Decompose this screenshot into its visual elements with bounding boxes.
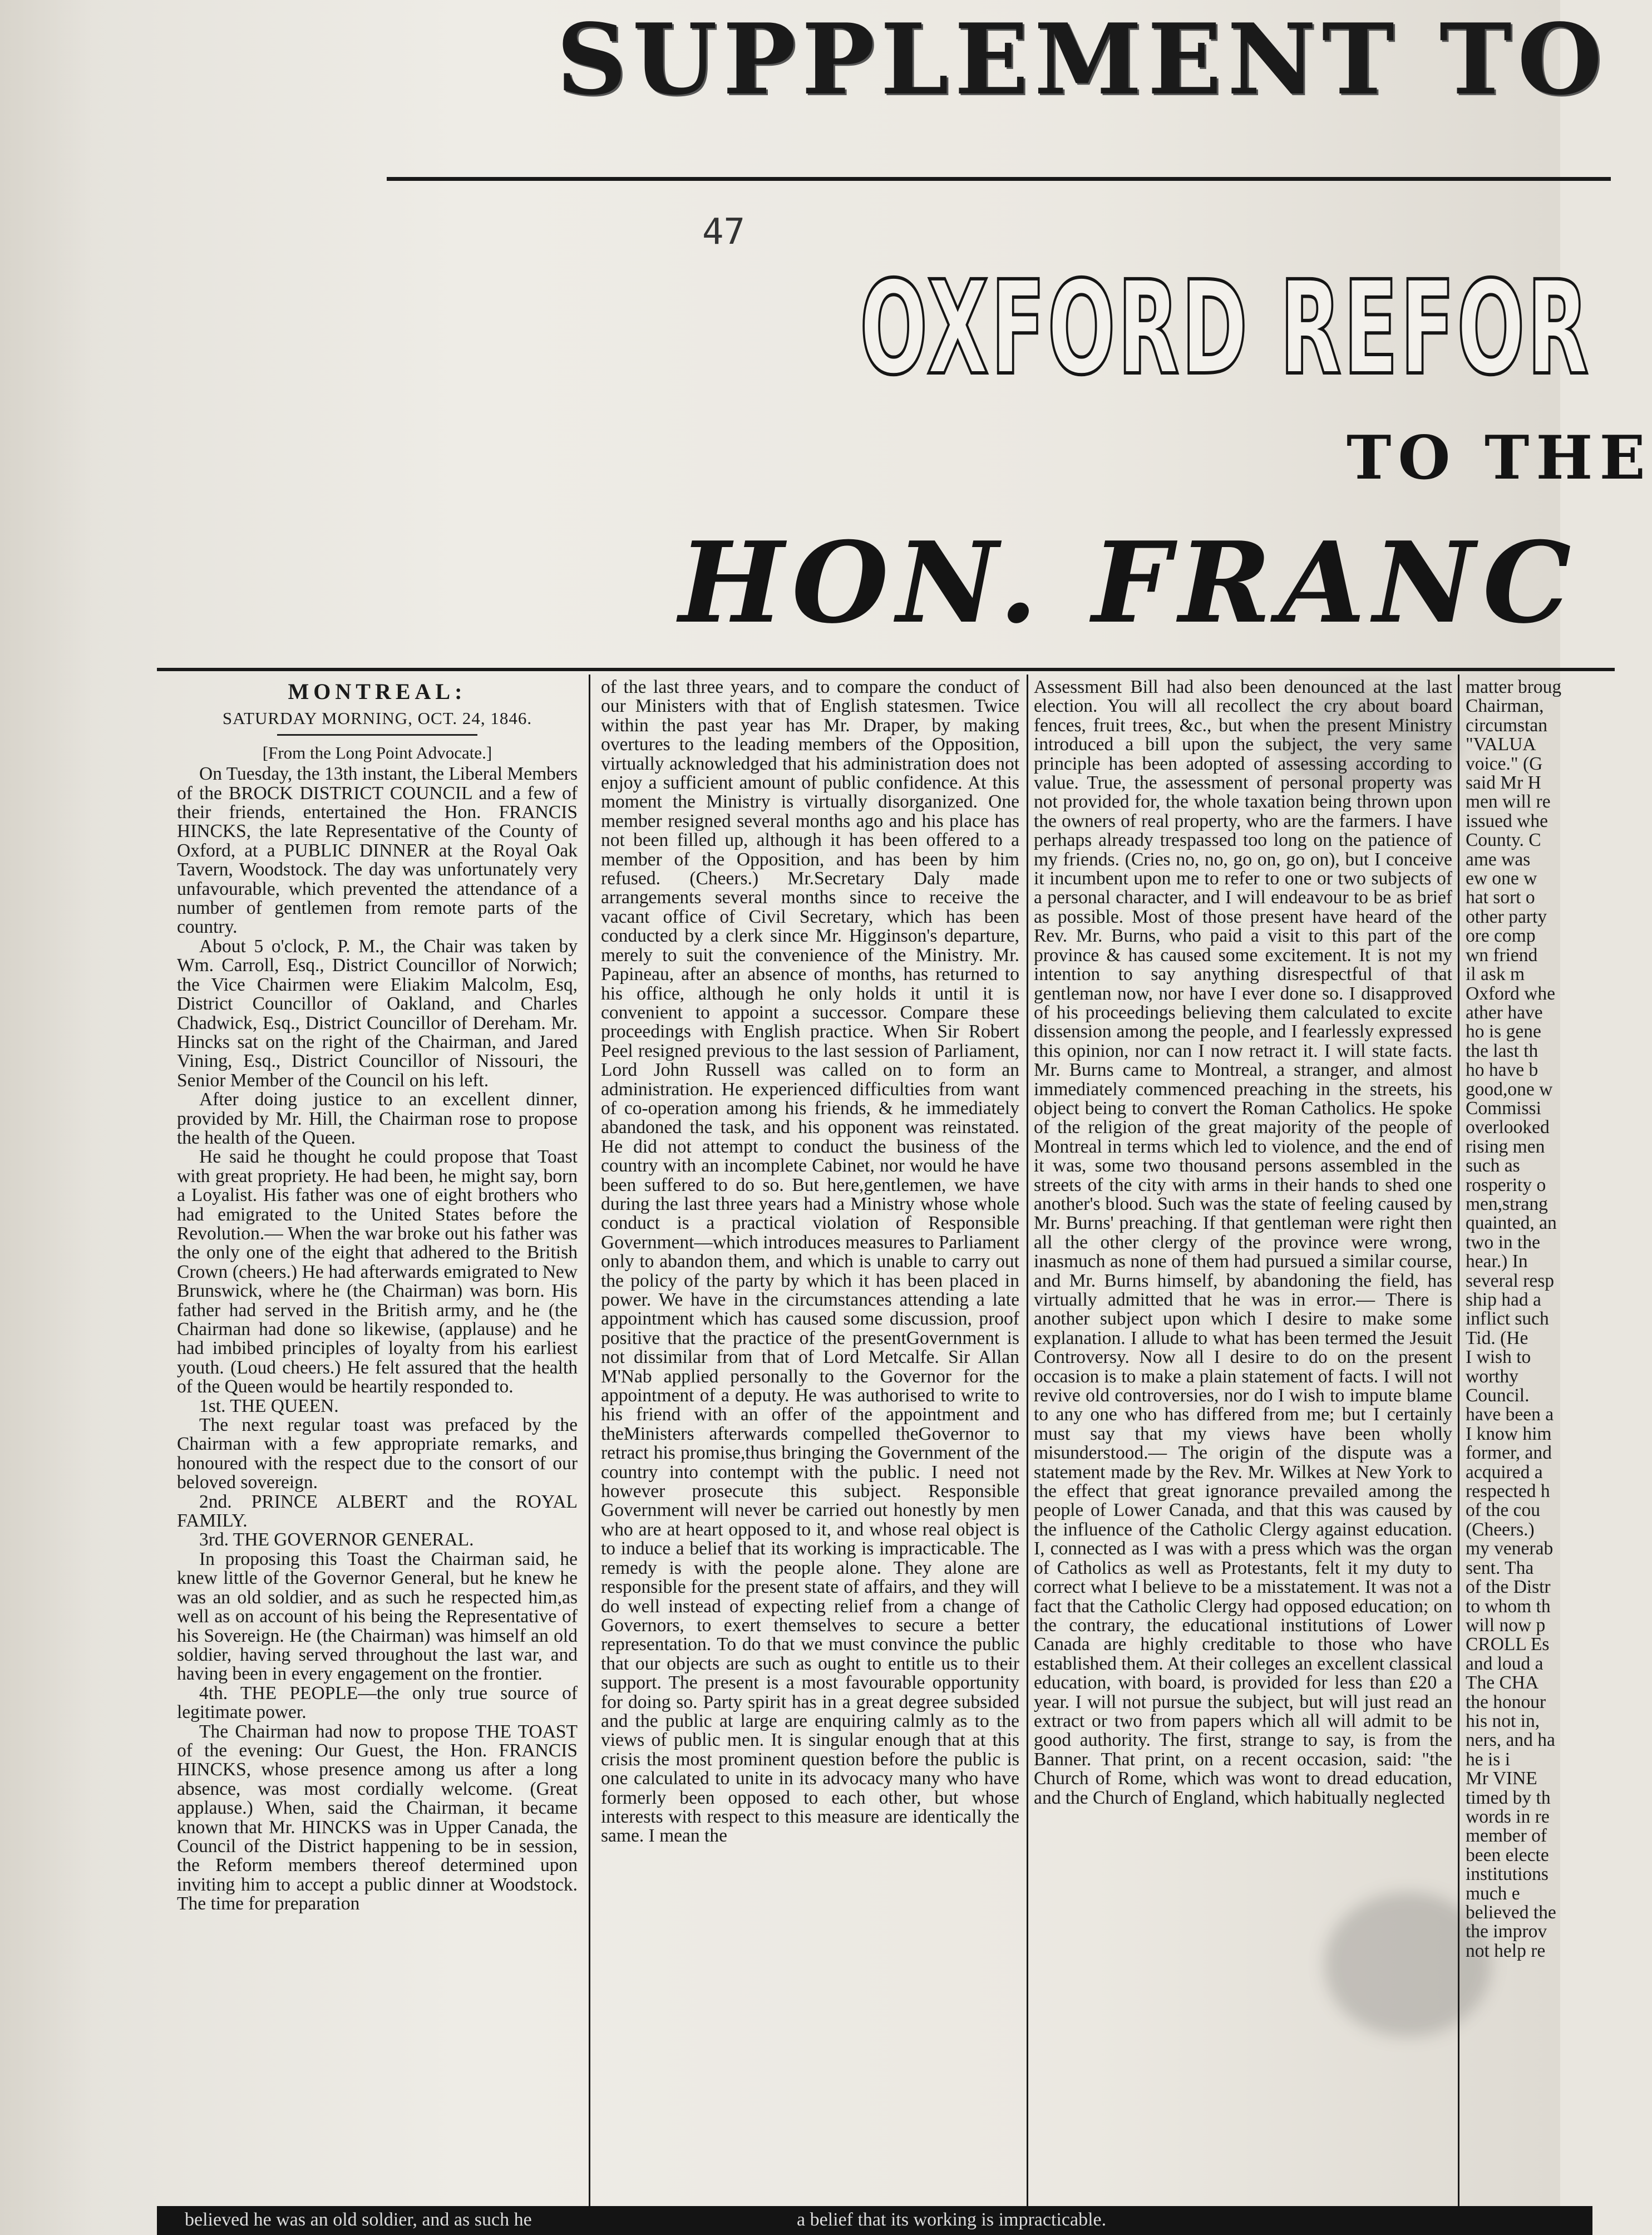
truncated-line: hear.) In xyxy=(1466,1251,1528,1272)
truncated-line: I know him xyxy=(1466,1423,1552,1444)
truncated-line: voice." (G xyxy=(1466,753,1543,774)
truncated-line: several resp xyxy=(1466,1270,1555,1291)
dateline-rule xyxy=(277,734,477,736)
paragraph: On Tuesday, the 13th instant, the Liberal Members of the BROCK DISTRICT COUNCIL and a few of their friends, entertained the Hon. FRANCIS HINCKS, the late Representative of the County of Oxford, at a PUBLIC DINNER at the Royal Oak Tavern, Woodstock. The day was unfortunately very unfavourable, which prevented the attendance of a number of gentlemen from remote parts of the country. xyxy=(177,764,578,938)
truncated-line: believed the xyxy=(1466,1902,1556,1923)
truncated-line: men will re xyxy=(1466,791,1551,813)
paragraph: He said he thought he could propose that Toast with great propriety. He had been, he might say, born a Loyalist. His father was one of eight brothers who had emigrated to the United States before the Revolution.— When the war broke out his father was the only one of the eight that adhered to the British Crown (cheers.) He had afterwards emigrated to New Brunswick, where he (the Chairman) was born. His father had served in the British army, and he (the Chairman had done so likewise, (applause) and he had imbibed principles of loyalty from his earliest youth. (Loud cheers.) He felt assured that the health of the Queen would be heartily responded to. xyxy=(177,1146,578,1397)
section-title: MONTREAL: xyxy=(288,679,467,704)
toast-line: 2nd. PRINCE ALBERT and the ROYAL FAMILY. xyxy=(177,1491,578,1532)
truncated-line: rosperity o xyxy=(1466,1174,1546,1195)
article-column-2 xyxy=(601,678,1019,1846)
truncated-line: the last th xyxy=(1466,1040,1538,1061)
truncated-line: such as xyxy=(1466,1155,1520,1176)
truncated-line: former, and xyxy=(1466,1443,1552,1464)
truncated-line: two in the xyxy=(1466,1232,1540,1253)
masthead-oxford-title: OXFORD REFOR xyxy=(860,253,1591,403)
truncated-line: to whom th xyxy=(1466,1596,1551,1617)
ink-smudge xyxy=(1324,1892,1491,2037)
truncated-line: other party xyxy=(1466,906,1547,927)
truncated-line: quainted, an xyxy=(1466,1213,1557,1234)
truncated-line: ners, and ha xyxy=(1466,1730,1555,1751)
strip-text-right: a belief that its working is impracticable. xyxy=(797,2209,1107,2230)
masthead-rule xyxy=(387,177,1611,181)
truncated-line: the honour xyxy=(1466,1691,1546,1712)
paragraph: The next regular toast was prefaced by the Chairman with a few appropriate remarks, and honoured with the respect due to the consort of our beloved sovereign. xyxy=(177,1415,578,1493)
masthead-to-the: TO THE xyxy=(1347,423,1652,493)
truncated-line: acquired a xyxy=(1466,1461,1543,1483)
truncated-line: member of xyxy=(1466,1825,1547,1847)
truncated-line: ather have xyxy=(1466,1002,1543,1023)
truncated-line: Commissi xyxy=(1466,1097,1541,1119)
truncated-line: circumstan xyxy=(1466,715,1547,736)
truncated-line: said Mr H xyxy=(1466,772,1541,794)
truncated-line: overlooked xyxy=(1466,1117,1550,1138)
truncated-line: rising men xyxy=(1466,1136,1545,1157)
truncated-line: not help re xyxy=(1466,1940,1546,1961)
truncated-line: Mr VINE xyxy=(1466,1768,1537,1789)
column-text: of the last three years, and to compare the conduct of our Ministers with that of English statesmen. Twice within the past year has Mr. Draper, by making overtures to the leading members of the Opposition, virtually acknowledged that his administration does not enjoy a sufficient amount of public confidence. At this moment the Ministry is virtually disorganized. One member resigned several months ago and his place has not been filled up, although it has been offered to a member of the Opposition, and has been by him refused. (Cheers.) Mr.Secretary Daly made arrangements several months since to receive the vacant office of Civil Secretary, which has been conducted by a clerk since Mr. Higginson's departure, merely to suit the convenience of the Ministry. Mr. Papineau, after an absence of months, has returned to his office, although he only holds it until it is convenient to appoint a successor. Compare these proceedings with English practice. When Sir Robert Peel resigned previous to the last session of Parliament, Lord John Russell was called on to form an administration. He experienced difficulties from want of co-operation among his friends, & he immediately abandoned the task, and his opponent was reinstated. He did not attempt to conduct the business of the country with an incomplete Cabinet, nor would he have been suffered to do so. But here,gentlemen, we have during the last three years had a Ministry whose whole conduct is a practical violation of Responsible Government—which introduces measures to Parliament only to abandon them, and which is unable to carry out the policy of the party by which it has been placed in power. We have in the circumstances attending a late appointment which has caused some discussion, proof positive that the practice of the presentGovernment is not dissimilar from that of Lord Metcalfe. Sir Allan M'Nab applied personally to the Governor for the appointment of a deputy. He was authorised to write to his friend with an offer of the appointment and theMinisters afterwards compelled theGovernor to retract his promise,thus bringing the Government of the country into contempt with the public. I need not however prosecute this subject. Responsible Government will never be carried out honestly by men who are at heart opposed to it, and whose real object is to induce a belief that its working is impracticable. The remedy is with the people alone. They alone are responsible for the present state of affairs, and they will do well instead of expecting relief from a change of Governors, to exert themselves to secure a better representation. To do that we must convince the public that our objects are such as ought to entitle us to their support. The present is a most favourable opportunity for doing so. Party spirit has in a great degree subsided and the public at large are enquiring calmly as to the views of public men. It is singular enough that at this crisis the most prominent question before the public is one calculated to unite in its advocacy many who have formerly been opposed to each other, but whose interests with respect to this measure are identically the same. I mean the xyxy=(601,677,1019,1847)
truncated-line: he is i xyxy=(1466,1749,1511,1770)
truncated-line: of the cou xyxy=(1466,1500,1540,1521)
paragraph: In proposing this Toast the Chairman said, he knew little of the Governor General, but he knew he was an old soldier, and as such he respected him,as well as on account of his being the Representative of his Sovereign. He (the Chairman) was himself an old soldier, having served throughout the last war, and having been in every engagement on the frontier. xyxy=(177,1548,578,1685)
paragraph: About 5 o'clock, P. M., the Chair was taken by Wm. Carroll, Esq., District Councillor of Norwich; the Vice Chairmen were Eliakim Malcolm, Esq, District Councillor of Oakland, and Charles Chadwick, Esq., District Councillor of Dereham. Mr. Hincks sat on the right of the Chairman, and Jared Vining, Esq., District Councillor of Nissouri, the Senior Member of the Council on his left. xyxy=(177,936,578,1091)
truncated-line: sent. Tha xyxy=(1466,1557,1534,1578)
truncated-line: ho is gene xyxy=(1466,1021,1541,1042)
truncated-line: my venerab xyxy=(1466,1538,1554,1559)
truncated-line: and loud a xyxy=(1466,1653,1543,1674)
truncated-line: issued whe xyxy=(1466,810,1548,831)
truncated-line: ore comp xyxy=(1466,925,1536,947)
article-column-3 xyxy=(1034,678,1452,1808)
column-text: Assessment Bill had also been denounced at the last election. You will all recollect the cry about board fences, fruit trees, &c., but when the present Ministry introduced a bill upon the subject, the very same principle has been adopted of assessing according to value. True, the assessment of personal property was not provided for, the whole taxation being thrown upon the owners of real property, who are the farmers. I have perhaps already trespassed too long on the patience of my friends. (Cries no, no, go on, go on), but I conceive it incumbent upon me to refer to one or two subjects of a personal character, and I will endeavour to be as brief as possible. Most of those present have heard of the Rev. Mr. Burns, who paid a visit to this part of the province & has caused some excitement. It is not my intention to say anything disrespectful of that gentleman now, nor have I ever done so. I disapproved of his proceedings believing them calculated to excite dissension among the people, and I fearlessly expressed this opinion, nor can I now retract it. I will state facts. Mr. Burns came to Montreal, a stranger, and almost immediately commenced preaching in the streets, his object being to convert the Roman Catholics. He spoke of the religion of the great majority of the people of Montreal in terms which led to violence, and the end of it was, some two thousand persons assembled in the streets of the city with arms in their hands to shed one another's blood. Such was the state of feeling caused by Mr. Burns' preaching. If that gentleman were right then all the other clergy of the province were wrong, inasmuch as none of them had pursued a similar course, and Mr. Burns himself, by abandoning the field, has virtually admitted that he was in error.— There is another subject upon which I desire to make some explanation. I allude to what has been termed the Jesuit Controversy. Now all I desire to do on the present occasion is to make a plain statement of facts. I will not revive old controversies, nor do I wish to impute blame to any one who has differed from me; but I certainly must say that my views have been wholly misunderstood.— The origin of the dispute was a statement made by the Rev. Mr. Wilkes at New York to the effect that great ignorance prevailed among the people of Lower Canada, and that this was caused by the influence of the Catholic Clergy against education. I, connected as I was with a press which was the organ of Catholics as well as Protestants, felt it my duty to correct what I believe to be a misstatement. It was not a fact that the Catholic Clergy had opposed education; on the contrary, the educational institutions of Lower Canada are highly creditable to those who have established them. At their colleges an excellent classical education, with board, is provided for less than £20 a year. I will not pursue the subject, but will just read an extract or two from papers which all will admit to be good authority. The first, strange to say, is from the Banner. That print, on a recent occasion, said: "the Church of Rome, which was wont to dread education, and the Church of England, which habitually neglected xyxy=(1034,677,1452,1808)
truncated-line: the improv xyxy=(1466,1921,1547,1942)
truncated-line: institutions xyxy=(1466,1864,1549,1885)
masthead-hon-francis: HON. FRANC xyxy=(679,518,1579,648)
column-rule xyxy=(1027,675,1028,2221)
next-page-strip xyxy=(157,2206,1592,2235)
truncated-line: Chairman, xyxy=(1466,696,1544,717)
truncated-line: will now p xyxy=(1466,1614,1546,1636)
masthead-supplement: SUPPLEMENT TO xyxy=(556,3,1608,117)
article-column-1 xyxy=(177,678,578,1914)
truncated-line: respected h xyxy=(1466,1481,1550,1502)
truncated-line: words in re xyxy=(1466,1806,1550,1827)
strip-text-left: believed he was an old soldier, and as such he xyxy=(185,2209,532,2230)
truncated-line: good,one w xyxy=(1466,1079,1553,1100)
truncated-line: "VALUA xyxy=(1466,734,1536,755)
header-rule xyxy=(157,668,1615,671)
page-edge-shading xyxy=(0,0,95,2235)
toast-line: 3rd. THE GOVERNOR GENERAL. xyxy=(199,1529,474,1550)
truncated-line: hat sort o xyxy=(1466,887,1535,908)
truncated-line: il ask m xyxy=(1466,964,1525,985)
truncated-line: have been a xyxy=(1466,1404,1554,1425)
truncated-line: I wish to xyxy=(1466,1347,1531,1368)
truncated-line: Tid. (He xyxy=(1466,1327,1528,1348)
truncated-line: much e xyxy=(1466,1883,1520,1904)
toast-line: 1st. THE QUEEN. xyxy=(199,1395,339,1416)
truncated-line: Oxford whe xyxy=(1466,983,1555,1004)
truncated-line: his not in, xyxy=(1466,1710,1540,1731)
truncated-line: CROLL Es xyxy=(1466,1634,1550,1655)
paragraph: After doing justice to an excellent dinner, provided by Mr. Hill, the Chairman rose to propose the health of the Queen. xyxy=(177,1089,578,1148)
truncated-line: The CHA xyxy=(1466,1672,1539,1694)
truncated-line: ho have b xyxy=(1466,1060,1538,1081)
truncated-line: men,strang xyxy=(1466,1193,1548,1214)
column-rule xyxy=(589,675,590,2221)
truncated-line: County. C xyxy=(1466,830,1541,851)
truncated-line: timed by th xyxy=(1466,1787,1551,1808)
truncated-line: of the Distr xyxy=(1466,1577,1551,1598)
page-number: 47 xyxy=(702,211,746,253)
truncated-line: ship had a xyxy=(1466,1289,1541,1310)
truncated-line: matter broug xyxy=(1466,677,1562,697)
toast-line: 4th. THE PEOPLE—the only true source of legitimate power. xyxy=(177,1682,578,1723)
truncated-line: ame was xyxy=(1466,849,1531,870)
truncated-line: Council. xyxy=(1466,1385,1530,1406)
truncated-line: (Cheers.) xyxy=(1466,1519,1535,1540)
truncated-line: worthy xyxy=(1466,1366,1518,1387)
source-line: [From the Long Point Advocate.] xyxy=(262,742,492,762)
truncated-line: been electe xyxy=(1466,1844,1549,1865)
truncated-line: ew one w xyxy=(1466,868,1537,889)
date-line: SATURDAY MORNING, OCT. 24, 1846. xyxy=(222,708,532,728)
truncated-line: wn friend xyxy=(1466,944,1538,966)
truncated-line: inflict such xyxy=(1466,1308,1549,1330)
paragraph: The Chairman had now to propose THE TOAST of the evening: Our Guest, the Hon. FRANCIS HINCKS, whose presence among us after a long absence, was most cordially welcome. (Great applause.) When, said the Chairman, it became known that Mr. HINCKS was in Upper Canada, the Council of the District happening to be in session, the Reform members thereof determined upon inviting him to accept a public dinner at Woodstock. The time for preparation xyxy=(177,1721,578,1914)
ink-smudge xyxy=(1280,685,1458,796)
